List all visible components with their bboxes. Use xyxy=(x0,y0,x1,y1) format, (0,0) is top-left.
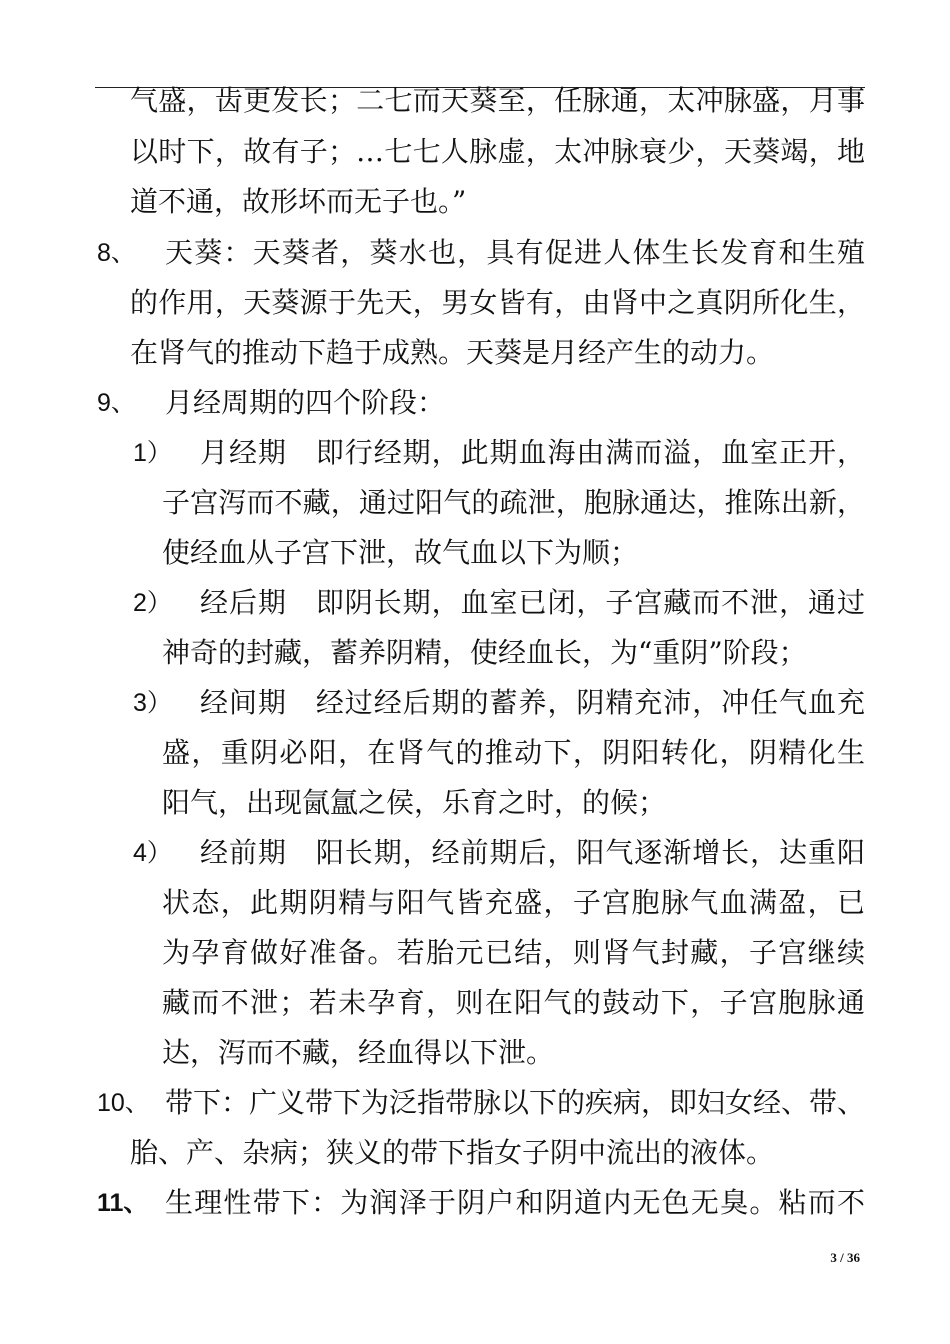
text-line: 的作用，天葵源于先天，男女皆有，由肾中之真阴所化生， xyxy=(130,286,865,319)
text-line: 气盛，齿更发长；二七而天葵至，任脉通，太冲脉盛，月事 xyxy=(130,84,865,117)
text-line: 以时下，故有子；…七七人脉虚，太冲脉衰少，天葵竭，地 xyxy=(130,135,865,168)
list-item-text: 带下：广义带下为泛指带脉以下的疾病，即妇女经、带、 xyxy=(165,1086,866,1119)
text-line: 藏而不泄；若未孕育，则在阳气的鼓动下，子宫胞脉通 xyxy=(162,986,865,1019)
sub-list-text: 经间期 经过经后期的蓄养，阴精充沛，冲任气血充 xyxy=(200,686,865,719)
text-line: 子宫泻而不藏，通过阳气的疏泄，胞脉通达，推陈出新， xyxy=(162,486,865,519)
sub-list-number: 2） xyxy=(133,589,172,617)
sub-list-text: 经前期 阳长期，经前期后，阳气逐渐增长，达重阳 xyxy=(200,836,865,869)
list-number: 8、 xyxy=(97,239,136,267)
page-number: 3 / 36 xyxy=(830,1250,860,1265)
text-line: 状态，此期阴精与阳气皆充盛，子宫胞脉气血满盈，已 xyxy=(162,886,865,919)
text-line: 在肾气的推动下趋于成熟。天葵是月经产生的动力。 xyxy=(130,336,775,369)
text-line: 神奇的封藏，蓄养阴精，使经血长，为“重阴”阶段； xyxy=(162,636,807,669)
text-line: 胎、产、杂病；狭义的带下指女子阴中流出的液体。 xyxy=(130,1136,775,1169)
sub-list-number: 3） xyxy=(133,689,172,717)
sub-list-number: 4） xyxy=(133,839,172,867)
text-line: 盛，重阴必阳，在肾气的推动下，阴阳转化，阴精化生 xyxy=(162,736,865,769)
list-item-text: 月经周期的四个阶段： xyxy=(165,386,446,419)
list-number: 10、 xyxy=(97,1089,150,1117)
text-line: 使经血从子宫下泄，故气血以下为顺； xyxy=(162,536,639,569)
list-number: 11、 xyxy=(97,1189,149,1217)
sub-list-text: 经后期 即阴长期，血室已闭，子宫藏而不泄，通过 xyxy=(200,586,865,619)
text-line: 达，泻而不藏，经血得以下泄。 xyxy=(162,1036,555,1069)
list-item-text: 天葵：天葵者，葵水也，具有促进人体生长发育和生殖 xyxy=(165,236,865,269)
text-line: 阳气，出现氤氲之侯，乐育之时，的候； xyxy=(162,786,667,819)
sub-list-number: 1） xyxy=(133,439,172,467)
sub-list-text: 月经期 即行经期，此期血海由满而溢，血室正开， xyxy=(200,436,865,469)
list-item-text: 生理性带下：为润泽于阴户和阴道内无色无臭。粘而不 xyxy=(165,1186,865,1219)
text-line: 道不通，故形坏而无子也。” xyxy=(130,185,467,218)
list-number: 9、 xyxy=(97,389,136,417)
text-line: 为孕育做好准备。若胎元已结，则肾气封藏，子宫继续 xyxy=(162,936,865,969)
